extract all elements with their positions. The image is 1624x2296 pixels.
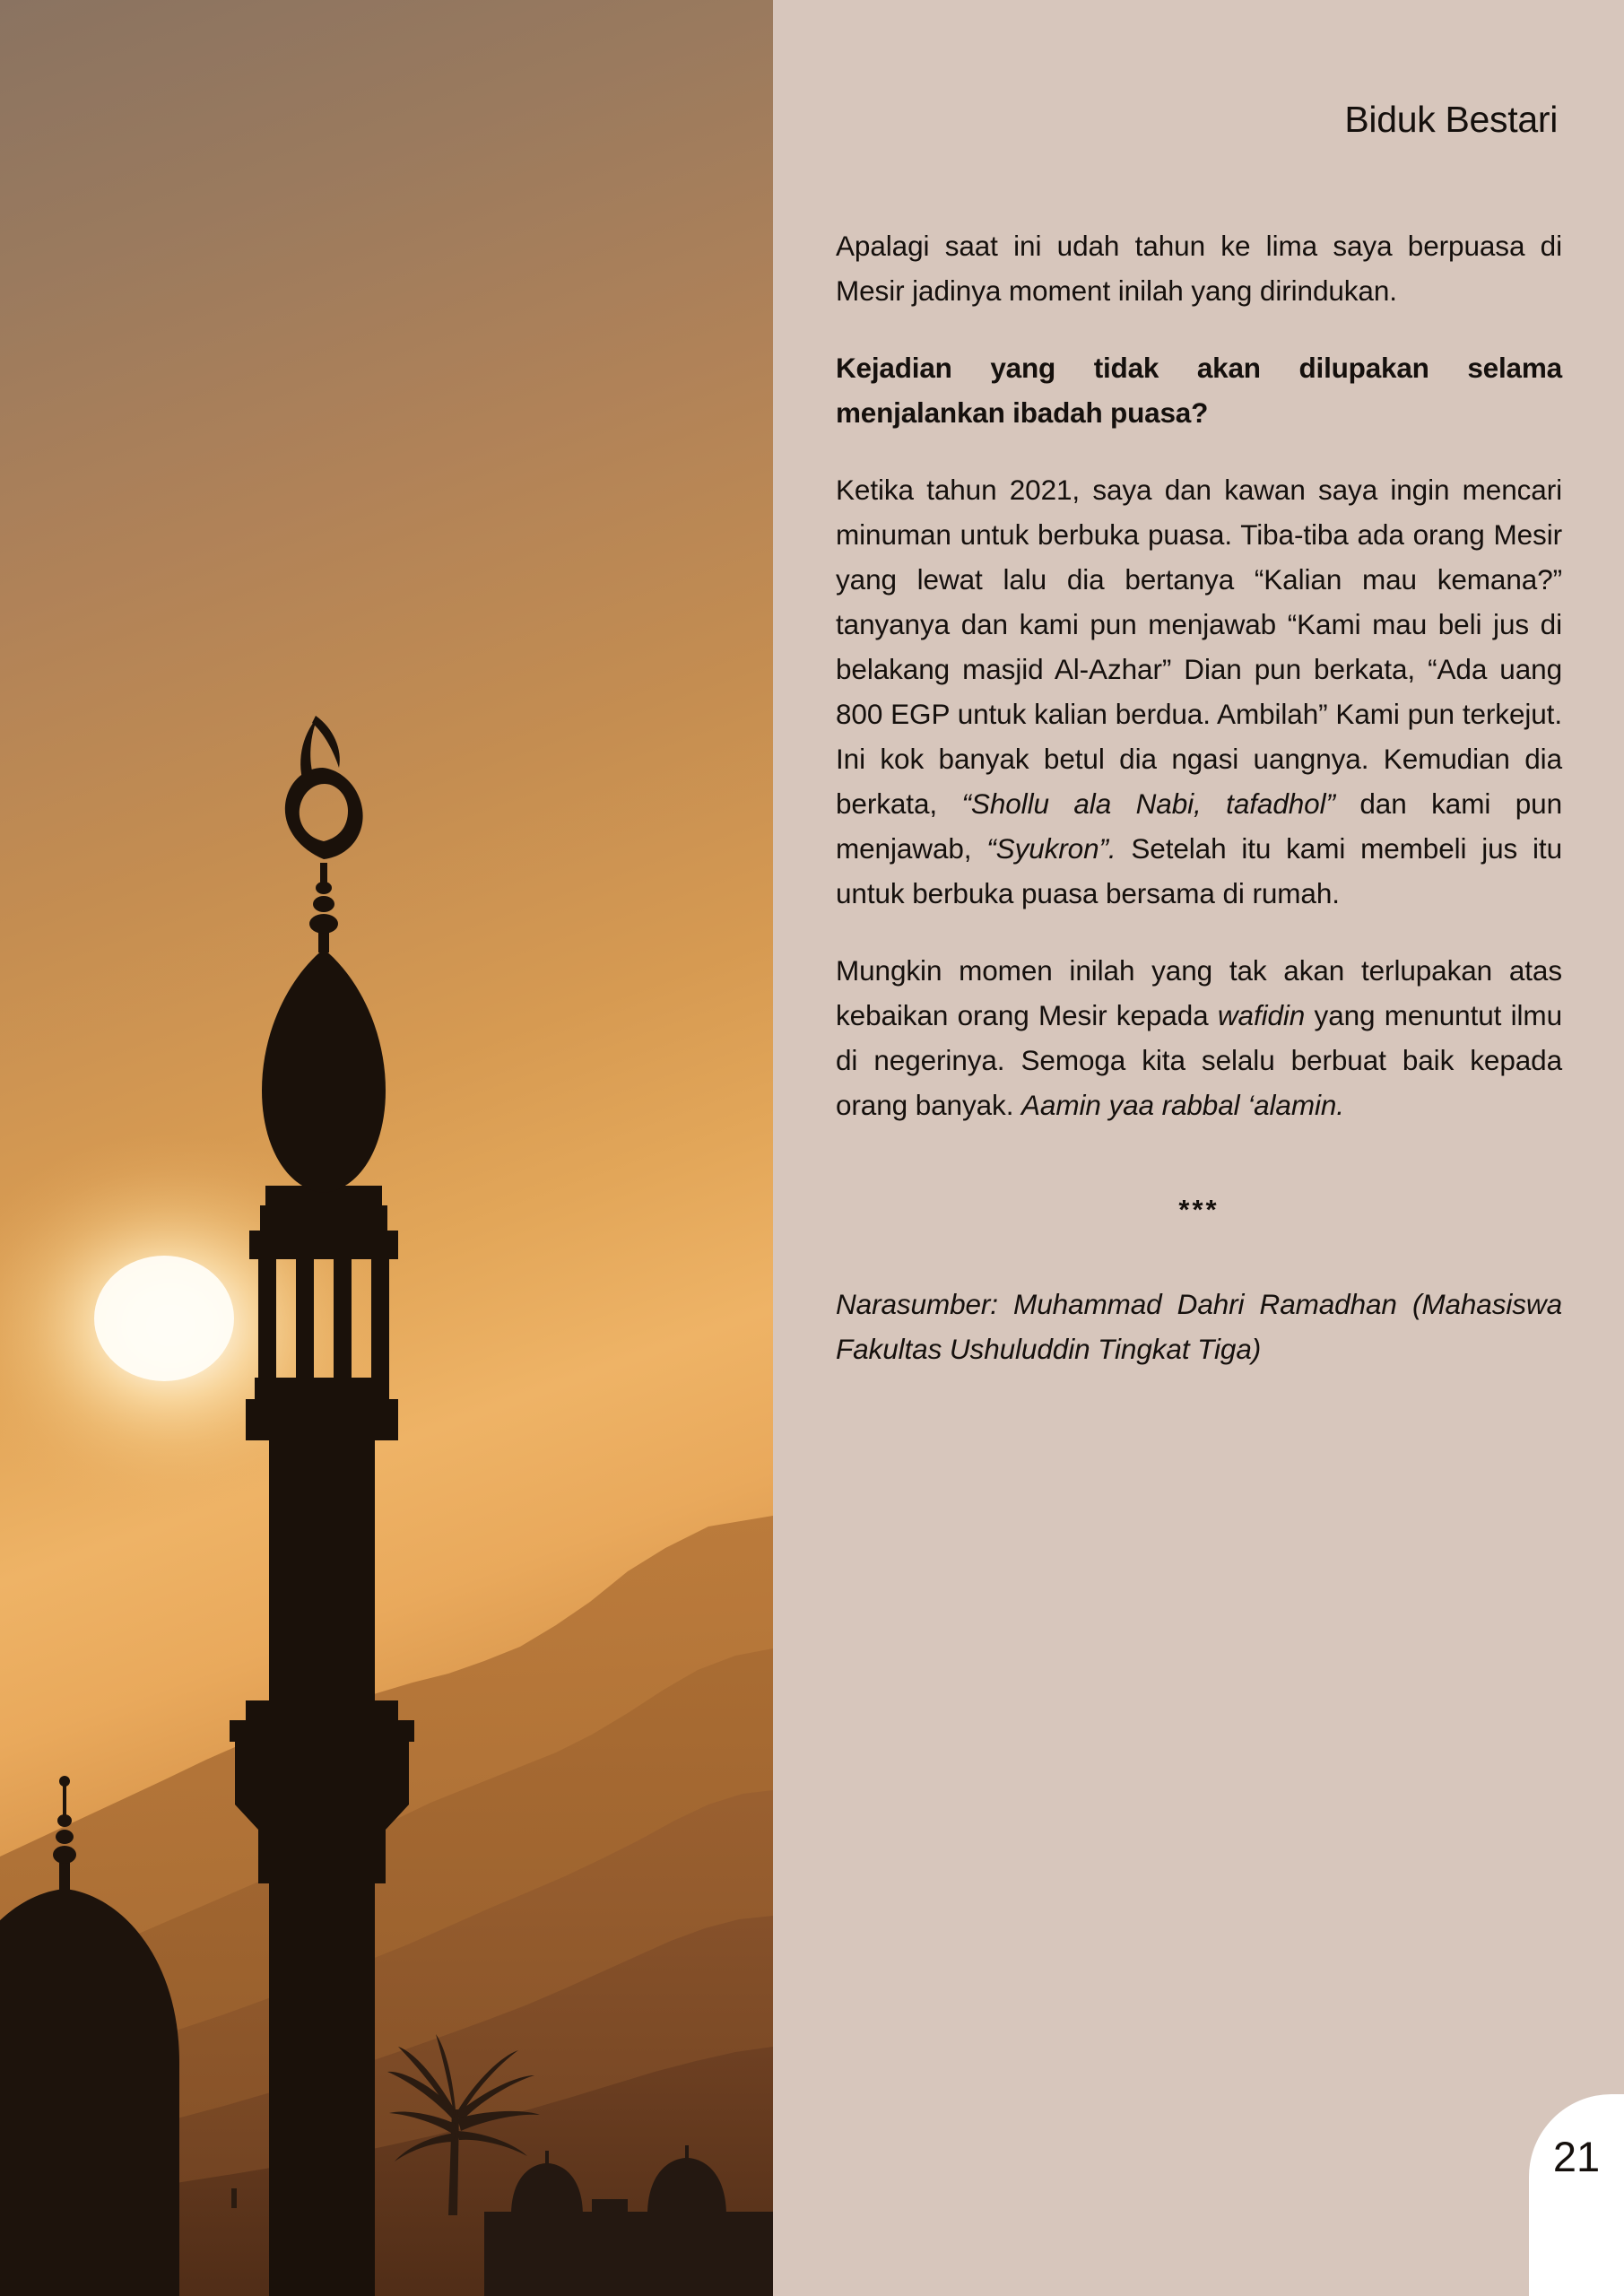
paragraph-story: [836, 467, 1562, 916]
sun-core: [94, 1256, 234, 1381]
story-arabic-syukron: “Syukron”.: [986, 832, 1116, 865]
article-body: [836, 223, 1562, 1127]
photo-illustration: [0, 0, 773, 2296]
page-number-badge: [1529, 2094, 1624, 2296]
mosque-sunset-photo: [0, 0, 773, 2296]
article-title: Biduk Bestari: [1344, 99, 1558, 140]
story-text-3: Setelah itu kami membeli jus itu untuk berbuka puasa bersama di rumah.: [836, 832, 1562, 909]
distant-figure: [231, 2188, 237, 2208]
story-arabic-shollu: “Shollu ala Nabi, tafadhol”: [961, 787, 1335, 820]
story-text-2: dan kami pun menjawab,: [836, 787, 1563, 865]
closing-text-2: yang menuntut ilmu di negerinya. Semoga kita selalu berbuat baik kepada orang banyak.: [836, 999, 1562, 1121]
text-panel: [773, 0, 1624, 2296]
paragraph-question-heading: Kejadian yang tidak akan dilupakan selama menjalankan ibadah puasa?: [836, 352, 1562, 429]
story-text-1: Ketika tahun 2021, saya dan kawan saya ingin mencari minuman untuk berbuka puasa. Tiba-tiba ada orang Mesir yang lewat lalu dia bertanya “Kalian mau kemana?” tanyanya dan kami pun menjawab “Kami mau beli jus di belakang masjid Al-Azhar” Dian pun berkata, “Ada uang 800 EGP untuk kalian berdua. Ambilah” Kami pun terkejut. Ini kok banyak betul dia ngasi uangnya. Kemudian dia berkata,: [836, 474, 1562, 820]
closing-dua-aamin: Aamin yaa rabbal ‘alamin.: [1021, 1089, 1344, 1121]
source-attribution: Narasumber: Muhammad Dahri Ramadhan (Mahasiswa Fakultas Ushuluddin Tingkat Tiga): [836, 1288, 1562, 1365]
section-separator: ***: [1178, 1194, 1220, 1225]
paragraph-intro: Apalagi saat ini udah tahun ke lima saya berpuasa di Mesir jadinya moment inilah yang dirindukan.: [836, 230, 1562, 307]
paragraph-closing: [836, 948, 1562, 1127]
closing-term-wafidin: wafidin: [1217, 999, 1306, 1031]
page-number: 21: [1552, 2133, 1601, 2180]
closing-text-1: Mungkin momen inilah yang tak akan terlupakan atas kebaikan orang Mesir kepada: [836, 954, 1562, 1031]
